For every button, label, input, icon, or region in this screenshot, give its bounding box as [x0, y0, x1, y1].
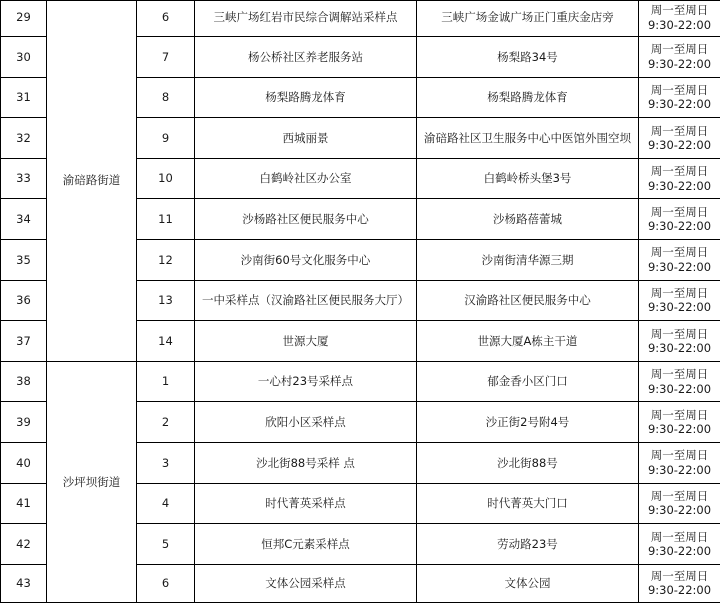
site-number-cell: 1: [137, 361, 195, 402]
sampling-days: 周一至周日: [650, 42, 709, 57]
site-address-cell: 沙南街清华源三期: [417, 239, 639, 280]
sampling-hours: 9:30-22:00: [647, 97, 712, 112]
site-name-cell: 杨梨路腾龙体育: [195, 77, 417, 118]
sampling-time-cell: [639, 199, 720, 240]
site-address-cell: 杨梨路34号: [417, 37, 639, 78]
site-number-cell: 12: [137, 239, 195, 280]
row-index-cell: 43: [1, 564, 47, 602]
sampling-hours: 9:30-22:00: [647, 56, 712, 71]
sampling-hours: 9:30-22:00: [647, 137, 712, 152]
sampling-time-cell: [639, 239, 720, 280]
sampling-hours: 9:30-22:00: [647, 422, 712, 437]
sampling-days: 周一至周日: [650, 285, 709, 300]
site-number-cell: 2: [137, 402, 195, 443]
site-address-cell: 劳动路23号: [417, 524, 639, 565]
site-name-cell: 沙杨路社区便民服务中心: [195, 199, 417, 240]
site-name-cell: 西城丽景: [195, 118, 417, 159]
sampling-time-cell: [639, 361, 720, 402]
site-number-cell: 14: [137, 321, 195, 362]
sampling-days: 周一至周日: [650, 367, 709, 382]
sampling-days: 周一至周日: [650, 3, 709, 18]
sampling-days: 周一至周日: [650, 326, 709, 341]
site-address-cell: 白鹤岭桥头堡3号: [417, 158, 639, 199]
table-row: [1, 361, 720, 402]
site-address-cell: 汉渝路社区便民服务中心: [417, 280, 639, 321]
site-address-cell: 三峡广场金诚广场正门重庆金店旁: [417, 1, 639, 37]
row-index-cell: 38: [1, 361, 47, 402]
site-name-cell: 世源大厦: [195, 321, 417, 362]
sampling-hours: 9:30-22:00: [647, 503, 712, 518]
row-index-cell: 40: [1, 442, 47, 483]
sampling-hours: 9:30-22:00: [647, 259, 712, 274]
site-address-cell: 时代菁英大门口: [417, 483, 639, 524]
sampling-time-cell: [639, 321, 720, 362]
row-index-cell: 34: [1, 199, 47, 240]
sampling-time-cell: [639, 442, 720, 483]
row-index-cell: 29: [1, 1, 47, 37]
site-number-cell: 13: [137, 280, 195, 321]
site-number-cell: 8: [137, 77, 195, 118]
sampling-time-cell: [639, 118, 720, 159]
table-row: [1, 1, 720, 37]
sampling-hours: 9:30-22:00: [647, 462, 712, 477]
site-number-cell: 10: [137, 158, 195, 199]
row-index-cell: 30: [1, 37, 47, 78]
site-name-cell: 时代菁英采样点: [195, 483, 417, 524]
row-index-cell: 32: [1, 118, 47, 159]
site-name-cell: 白鹤岭社区办公室: [195, 158, 417, 199]
sampling-hours: 9:30-22:00: [647, 17, 712, 32]
site-number-cell: 9: [137, 118, 195, 159]
sampling-hours: 9:30-22:00: [647, 219, 712, 234]
sampling-time-cell: [639, 37, 720, 78]
sampling-time-cell: [639, 77, 720, 118]
sampling-hours: 9:30-22:00: [647, 300, 712, 315]
street-name-cell: 沙坪坝街道: [47, 361, 137, 602]
sampling-days: 周一至周日: [650, 245, 709, 260]
row-index-cell: 41: [1, 483, 47, 524]
row-index-cell: 36: [1, 280, 47, 321]
row-index-cell: 31: [1, 77, 47, 118]
site-name-cell: 欣阳小区采样点: [195, 402, 417, 443]
sampling-time-cell: [639, 483, 720, 524]
site-address-cell: 渝碚路社区卫生服务中心中医馆外围空坝: [417, 118, 639, 159]
site-name-cell: 杨公桥社区养老服务站: [195, 37, 417, 78]
sampling-hours: 9:30-22:00: [647, 340, 712, 355]
site-address-cell: 杨梨路腾龙体育: [417, 77, 639, 118]
site-number-cell: 4: [137, 483, 195, 524]
site-number-cell: 6: [137, 564, 195, 602]
sampling-days: 周一至周日: [650, 204, 709, 219]
site-number-cell: 7: [137, 37, 195, 78]
row-index-cell: 35: [1, 239, 47, 280]
sampling-days: 周一至周日: [650, 529, 709, 544]
sampling-hours: 9:30-22:00: [647, 178, 712, 193]
sampling-days: 周一至周日: [650, 488, 709, 503]
site-number-cell: 5: [137, 524, 195, 565]
site-name-cell: 三峡广场红岩市民综合调解站采样点: [195, 1, 417, 37]
sampling-time-cell: [639, 564, 720, 602]
site-number-cell: 3: [137, 442, 195, 483]
sampling-days: 周一至周日: [650, 164, 709, 179]
site-address-cell: 沙北街88号: [417, 442, 639, 483]
site-number-cell: 6: [137, 1, 195, 37]
site-address-cell: 沙正街2号附4号: [417, 402, 639, 443]
site-address-cell: 郁金香小区门口: [417, 361, 639, 402]
site-address-cell: 沙杨路蓓蕾城: [417, 199, 639, 240]
site-name-cell: 一中采样点（汉渝路社区便民服务大厅）: [195, 280, 417, 321]
row-index-cell: 42: [1, 524, 47, 565]
site-name-cell: 恒邦C元素采样点: [195, 524, 417, 565]
sampling-hours: 9:30-22:00: [647, 381, 712, 396]
site-address-cell: 文体公园: [417, 564, 639, 602]
sampling-days: 周一至周日: [650, 83, 709, 98]
sampling-time-cell: [639, 402, 720, 443]
site-name-cell: 文体公园采样点: [195, 564, 417, 602]
street-name-cell: 渝碚路街道: [47, 1, 137, 362]
sampling-hours: 9:30-22:00: [647, 583, 712, 598]
table-body: [1, 1, 720, 603]
site-name-cell: 一心村23号采样点: [195, 361, 417, 402]
row-index-cell: 33: [1, 158, 47, 199]
sampling-days: 周一至周日: [650, 568, 709, 583]
site-address-cell: 世源大厦A栋主干道: [417, 321, 639, 362]
sampling-days: 周一至周日: [650, 123, 709, 138]
site-number-cell: 11: [137, 199, 195, 240]
site-name-cell: 沙南街60号文化服务中心: [195, 239, 417, 280]
sampling-time-cell: [639, 158, 720, 199]
sampling-time-cell: [639, 1, 720, 37]
sampling-time-cell: [639, 280, 720, 321]
sampling-days: 周一至周日: [650, 448, 709, 463]
sampling-hours: 9:30-22:00: [647, 543, 712, 558]
row-index-cell: 37: [1, 321, 47, 362]
site-name-cell: 沙北街88号采样 点: [195, 442, 417, 483]
row-index-cell: 39: [1, 402, 47, 443]
sampling-days: 周一至周日: [650, 407, 709, 422]
sampling-time-cell: [639, 524, 720, 565]
